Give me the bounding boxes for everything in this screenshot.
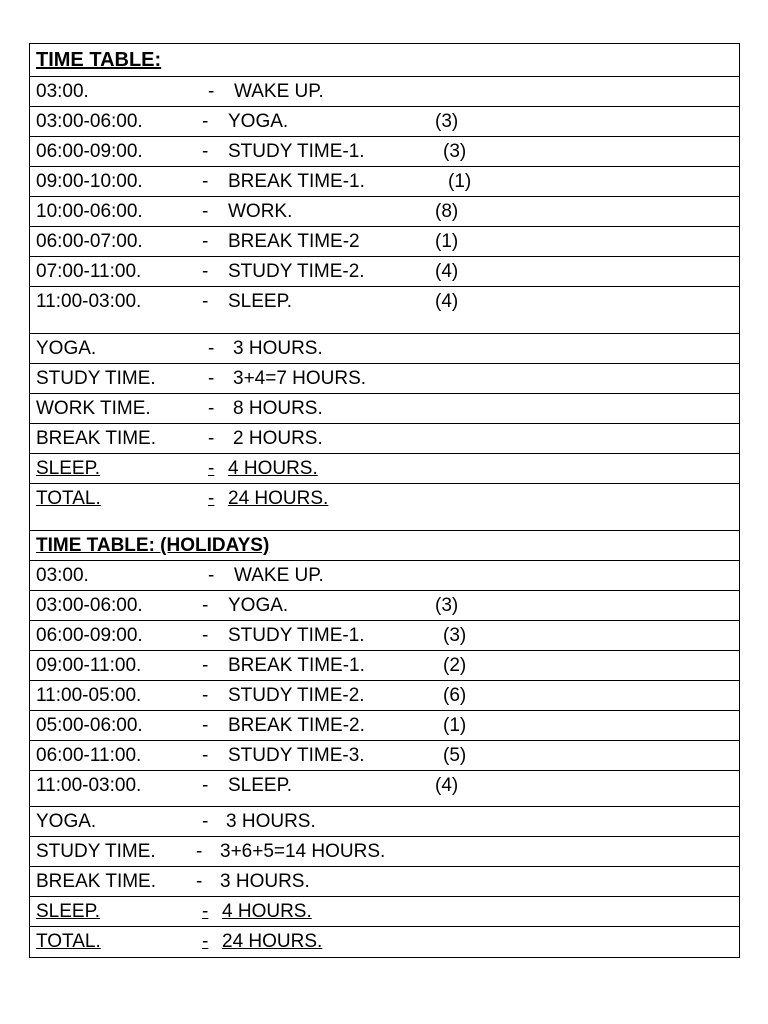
summary-dash: - (208, 488, 215, 509)
dash-cell: - (202, 201, 209, 222)
dash-cell: - (208, 81, 215, 102)
hours-cell: (1) (443, 715, 467, 736)
summary-row (30, 837, 739, 867)
summary-dash: - (196, 841, 203, 862)
summary-label: STUDY TIME. (36, 368, 156, 389)
summary-label: TOTAL. (36, 931, 101, 952)
activity-cell: STUDY TIME-3. (228, 745, 365, 766)
holidays-title-text: TIME TABLE: (HOLIDAYS) (36, 535, 270, 556)
hours-cell: (3) (435, 111, 459, 132)
time-cell: 10:00-06:00. (36, 201, 143, 222)
summary-label: SLEEP. (36, 901, 101, 922)
hours-cell: (1) (435, 231, 459, 252)
activity-cell: BREAK TIME-2. (228, 715, 365, 736)
summary-dash: - (202, 811, 209, 832)
time-cell: 09:00-11:00. (36, 655, 142, 676)
activity-cell: SLEEP. (228, 775, 293, 796)
summary-label: STUDY TIME. (36, 841, 156, 862)
activity-cell: STUDY TIME-1. (228, 625, 365, 646)
table-row (30, 257, 739, 287)
table-row (30, 137, 739, 167)
time-cell: 07:00-11:00. (36, 261, 142, 282)
time-cell: 05:00-06:00. (36, 715, 143, 736)
summary-label: WORK TIME. (36, 398, 151, 419)
activity-cell: WAKE UP. (234, 565, 324, 586)
summary-value: 2 HOURS. (233, 428, 323, 449)
summary-row (30, 867, 739, 897)
activity-cell: BREAK TIME-2 (228, 231, 360, 252)
dash-cell: - (202, 261, 209, 282)
time-cell: 06:00-09:00. (36, 141, 143, 162)
table-row (30, 651, 739, 681)
activity-cell: YOGA. (228, 111, 289, 132)
dash-cell: - (202, 745, 209, 766)
hours-cell: (3) (443, 141, 467, 162)
activity-cell: STUDY TIME-2. (228, 261, 365, 282)
table-row (30, 227, 739, 257)
time-cell: 11:00-05:00. (36, 685, 142, 706)
summary-dash: - (208, 398, 215, 419)
dash-cell: - (202, 141, 209, 162)
table-row (30, 621, 739, 651)
dash-cell: - (202, 171, 209, 192)
time-cell: 06:00-07:00. (36, 231, 143, 252)
time-cell: 03:00-06:00. (36, 595, 143, 616)
summary-label: YOGA. (36, 811, 97, 832)
dash-cell: - (202, 111, 209, 132)
summary-label: BREAK TIME. (36, 871, 157, 892)
summary-value: 3+6+5=14 HOURS. (220, 841, 386, 862)
activity-cell: WORK. (228, 201, 293, 222)
time-cell: 03:00-06:00. (36, 111, 143, 132)
activity-cell: STUDY TIME-1. (228, 141, 365, 162)
summary-row (30, 394, 739, 424)
dash-cell: - (202, 655, 209, 676)
table-row (30, 107, 739, 137)
time-cell: 03:00. (36, 565, 89, 586)
summary-value: 8 HOURS. (233, 398, 323, 419)
summary-value: 24 HOURS. (222, 931, 323, 952)
summary-value: 3 HOURS. (220, 871, 310, 892)
summary-label: BREAK TIME. (36, 428, 157, 449)
summary-dash: - (202, 931, 209, 952)
summary-row (30, 807, 739, 837)
summary-label: TOTAL. (36, 488, 101, 509)
dash-cell: - (202, 775, 209, 796)
time-cell: 09:00-10:00. (36, 171, 143, 192)
summary-value: 24 HOURS. (228, 488, 329, 509)
hours-cell: (2) (443, 655, 467, 676)
dash-cell: - (202, 685, 209, 706)
hours-cell: (1) (448, 171, 472, 192)
time-cell: 03:00. (36, 81, 89, 102)
activity-cell: STUDY TIME-2. (228, 685, 365, 706)
summary-dash: - (208, 338, 215, 359)
table-row (30, 197, 739, 227)
dash-cell: - (208, 565, 215, 586)
summary-value: 3 HOURS. (233, 338, 323, 359)
summary-row (30, 334, 739, 364)
summary-row (30, 897, 739, 927)
summary-label: SLEEP. (36, 458, 101, 479)
hours-cell: (4) (435, 261, 459, 282)
activity-cell: BREAK TIME-1. (228, 655, 365, 676)
summary-row (30, 484, 739, 531)
summary-dash: - (208, 368, 215, 389)
summary-row (30, 424, 739, 454)
table-row (30, 711, 739, 741)
summary-dash: - (208, 458, 215, 479)
summary-value: 4 HOURS. (222, 901, 312, 922)
summary-value: 3+4=7 HOURS. (233, 368, 367, 389)
time-cell: 11:00-03:00. (36, 291, 142, 312)
table-row (30, 77, 739, 107)
summary-value: 3 HOURS. (226, 811, 316, 832)
table-row (30, 287, 739, 334)
table-row (30, 771, 739, 807)
time-cell: 06:00-09:00. (36, 625, 143, 646)
summary-dash: - (208, 428, 215, 449)
dash-cell: - (202, 595, 209, 616)
activity-cell: BREAK TIME-1. (228, 171, 365, 192)
summary-value: 4 HOURS. (228, 458, 318, 479)
summary-dash: - (202, 901, 209, 922)
summary-dash: - (196, 871, 203, 892)
activity-cell: SLEEP. (228, 291, 293, 312)
dash-cell: - (202, 231, 209, 252)
timetable-title (30, 44, 739, 77)
summary-label: YOGA. (36, 338, 97, 359)
summary-row (30, 364, 739, 394)
table-row (30, 681, 739, 711)
dash-cell: - (202, 291, 209, 312)
hours-cell: (8) (435, 201, 459, 222)
activity-cell: YOGA. (228, 595, 289, 616)
hours-cell: (4) (435, 291, 459, 312)
table-row (30, 741, 739, 771)
summary-row (30, 927, 739, 957)
holidays-title (30, 531, 739, 561)
table-row (30, 591, 739, 621)
table-row (30, 561, 739, 591)
time-cell: 06:00-11:00. (36, 745, 142, 766)
table-row (30, 167, 739, 197)
hours-cell: (3) (435, 595, 459, 616)
dash-cell: - (202, 625, 209, 646)
timetable-title-text: TIME TABLE: (36, 49, 162, 71)
dash-cell: - (202, 715, 209, 736)
hours-cell: (6) (443, 685, 467, 706)
activity-cell: WAKE UP. (234, 81, 324, 102)
time-cell: 11:00-03:00. (36, 775, 142, 796)
hours-cell: (5) (443, 745, 467, 766)
hours-cell: (3) (443, 625, 467, 646)
hours-cell: (4) (435, 775, 459, 796)
timetable-document (29, 43, 740, 958)
summary-row (30, 454, 739, 484)
